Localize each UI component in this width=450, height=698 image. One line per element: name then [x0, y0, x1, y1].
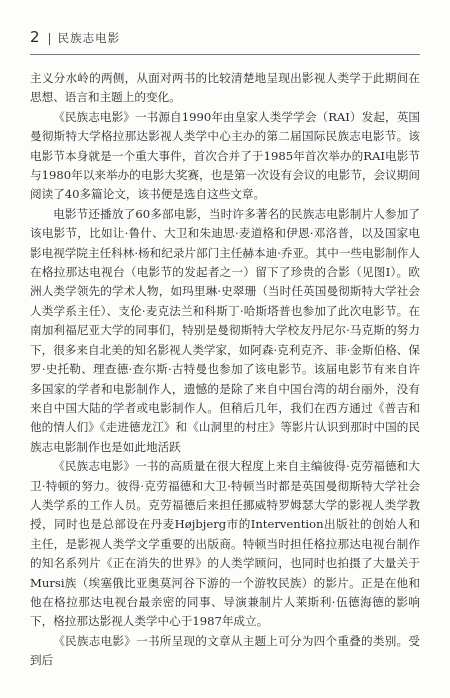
paragraph: 《民族志电影》一书所呈现的文章从主题上可分为四个重叠的类别。受到后	[30, 633, 420, 668]
paragraph: 《民族志电影》一书的高质量在很大程度上来自主编彼得·克劳福德和大卫·特顿的努力。彼得·克劳福德和大卫·特顿当时都是英国曼彻斯特大学社会人类学系的工作人员。克劳福德后来担任挪威特罗姆瑟大学的影视人类学教授，同时也是总部设在丹麦Højbjerg市的Intervention出版社的创始人和主任，是影视人类学文学重要的出版商。特顿当时担任格拉那达电视台制作的知名系列片《正在消失的世界》的人类学顾问，也同时也拍摄了大量关于Mursi族（埃塞俄比亚奥莫河谷下游的一个游牧民族）的影片。正是在他和他在格拉那达电视台最亲密的同事、导演兼制片人莱斯利·伍德海德的影响下，格拉那达影视人类学中心于1987年成立。	[30, 459, 420, 629]
paragraph: 电影节还播放了60多部电影，当时许多著名的民族志电影制片人参加了该电影节，比如让·鲁什、大卫和朱迪思·麦道格和伊恩·邓洛普，以及国家电影电视学院主任科林·杨和纪录片部门主任赫本迪·乔亚。其中一些电影制作人在格拉那达电视台（电影节的发起者之一）留下了珍贵的合影（见图Ⅰ）。欧洲人类学领先的学术人物，如玛里琳·史翠珊（当时任英国曼彻斯特大学社会人类学系主任）、支伦·麦克法兰和科斯丁·哈斯塔普也参加了此次电影节。在南加利福尼亚大学的同事们，特别是曼彻斯特大学校友丹尼尔·马克斯的努力下，很多来自北美的知名影视人类学家，如阿森·克利克齐、菲·金斯伯格、保罗·史托勒、理查德·查尔斯·古特曼也参加了该电影节。该届电影节有来自许多国家的学者和电影制作人，遗憾的是除了来自中国台湾的胡台丽外，没有来自中国大陆的学者或电影制作人。但稍后几年，我们在西方通过《普吉和他的情人们》《走进德龙江》和《山洞里的村庄》等影片认识到那时中国的民族志电影制作也是如此地活跃	[30, 206, 420, 454]
page-number: 2	[30, 28, 40, 46]
paragraph-continuation: 主义分水岭的两侧，从面对两书的比较清楚地呈现出影视人类学于此期间在思想、语言和主题上的变化。	[30, 71, 420, 105]
body-text	[30, 69, 420, 671]
header-separator: |	[47, 31, 52, 45]
page-header	[30, 28, 420, 55]
paragraph: 《民族志电影》一书源自1990年由皇家人类学学会（RAI）发起，英国曼彻斯特大学格拉那达影视人类学中心主办的第二届国际民族志电影节。该电影节本身就是一个重大事件，首次合并了于1985年首次举办的RAI电影节与1980年以来举办的电影大奖赛，也是第一次设有会议的电影节，会议期间阅读了40多篇论文，该书便是选自这些文章。	[30, 109, 420, 202]
running-title: 民族志电影	[57, 31, 121, 45]
